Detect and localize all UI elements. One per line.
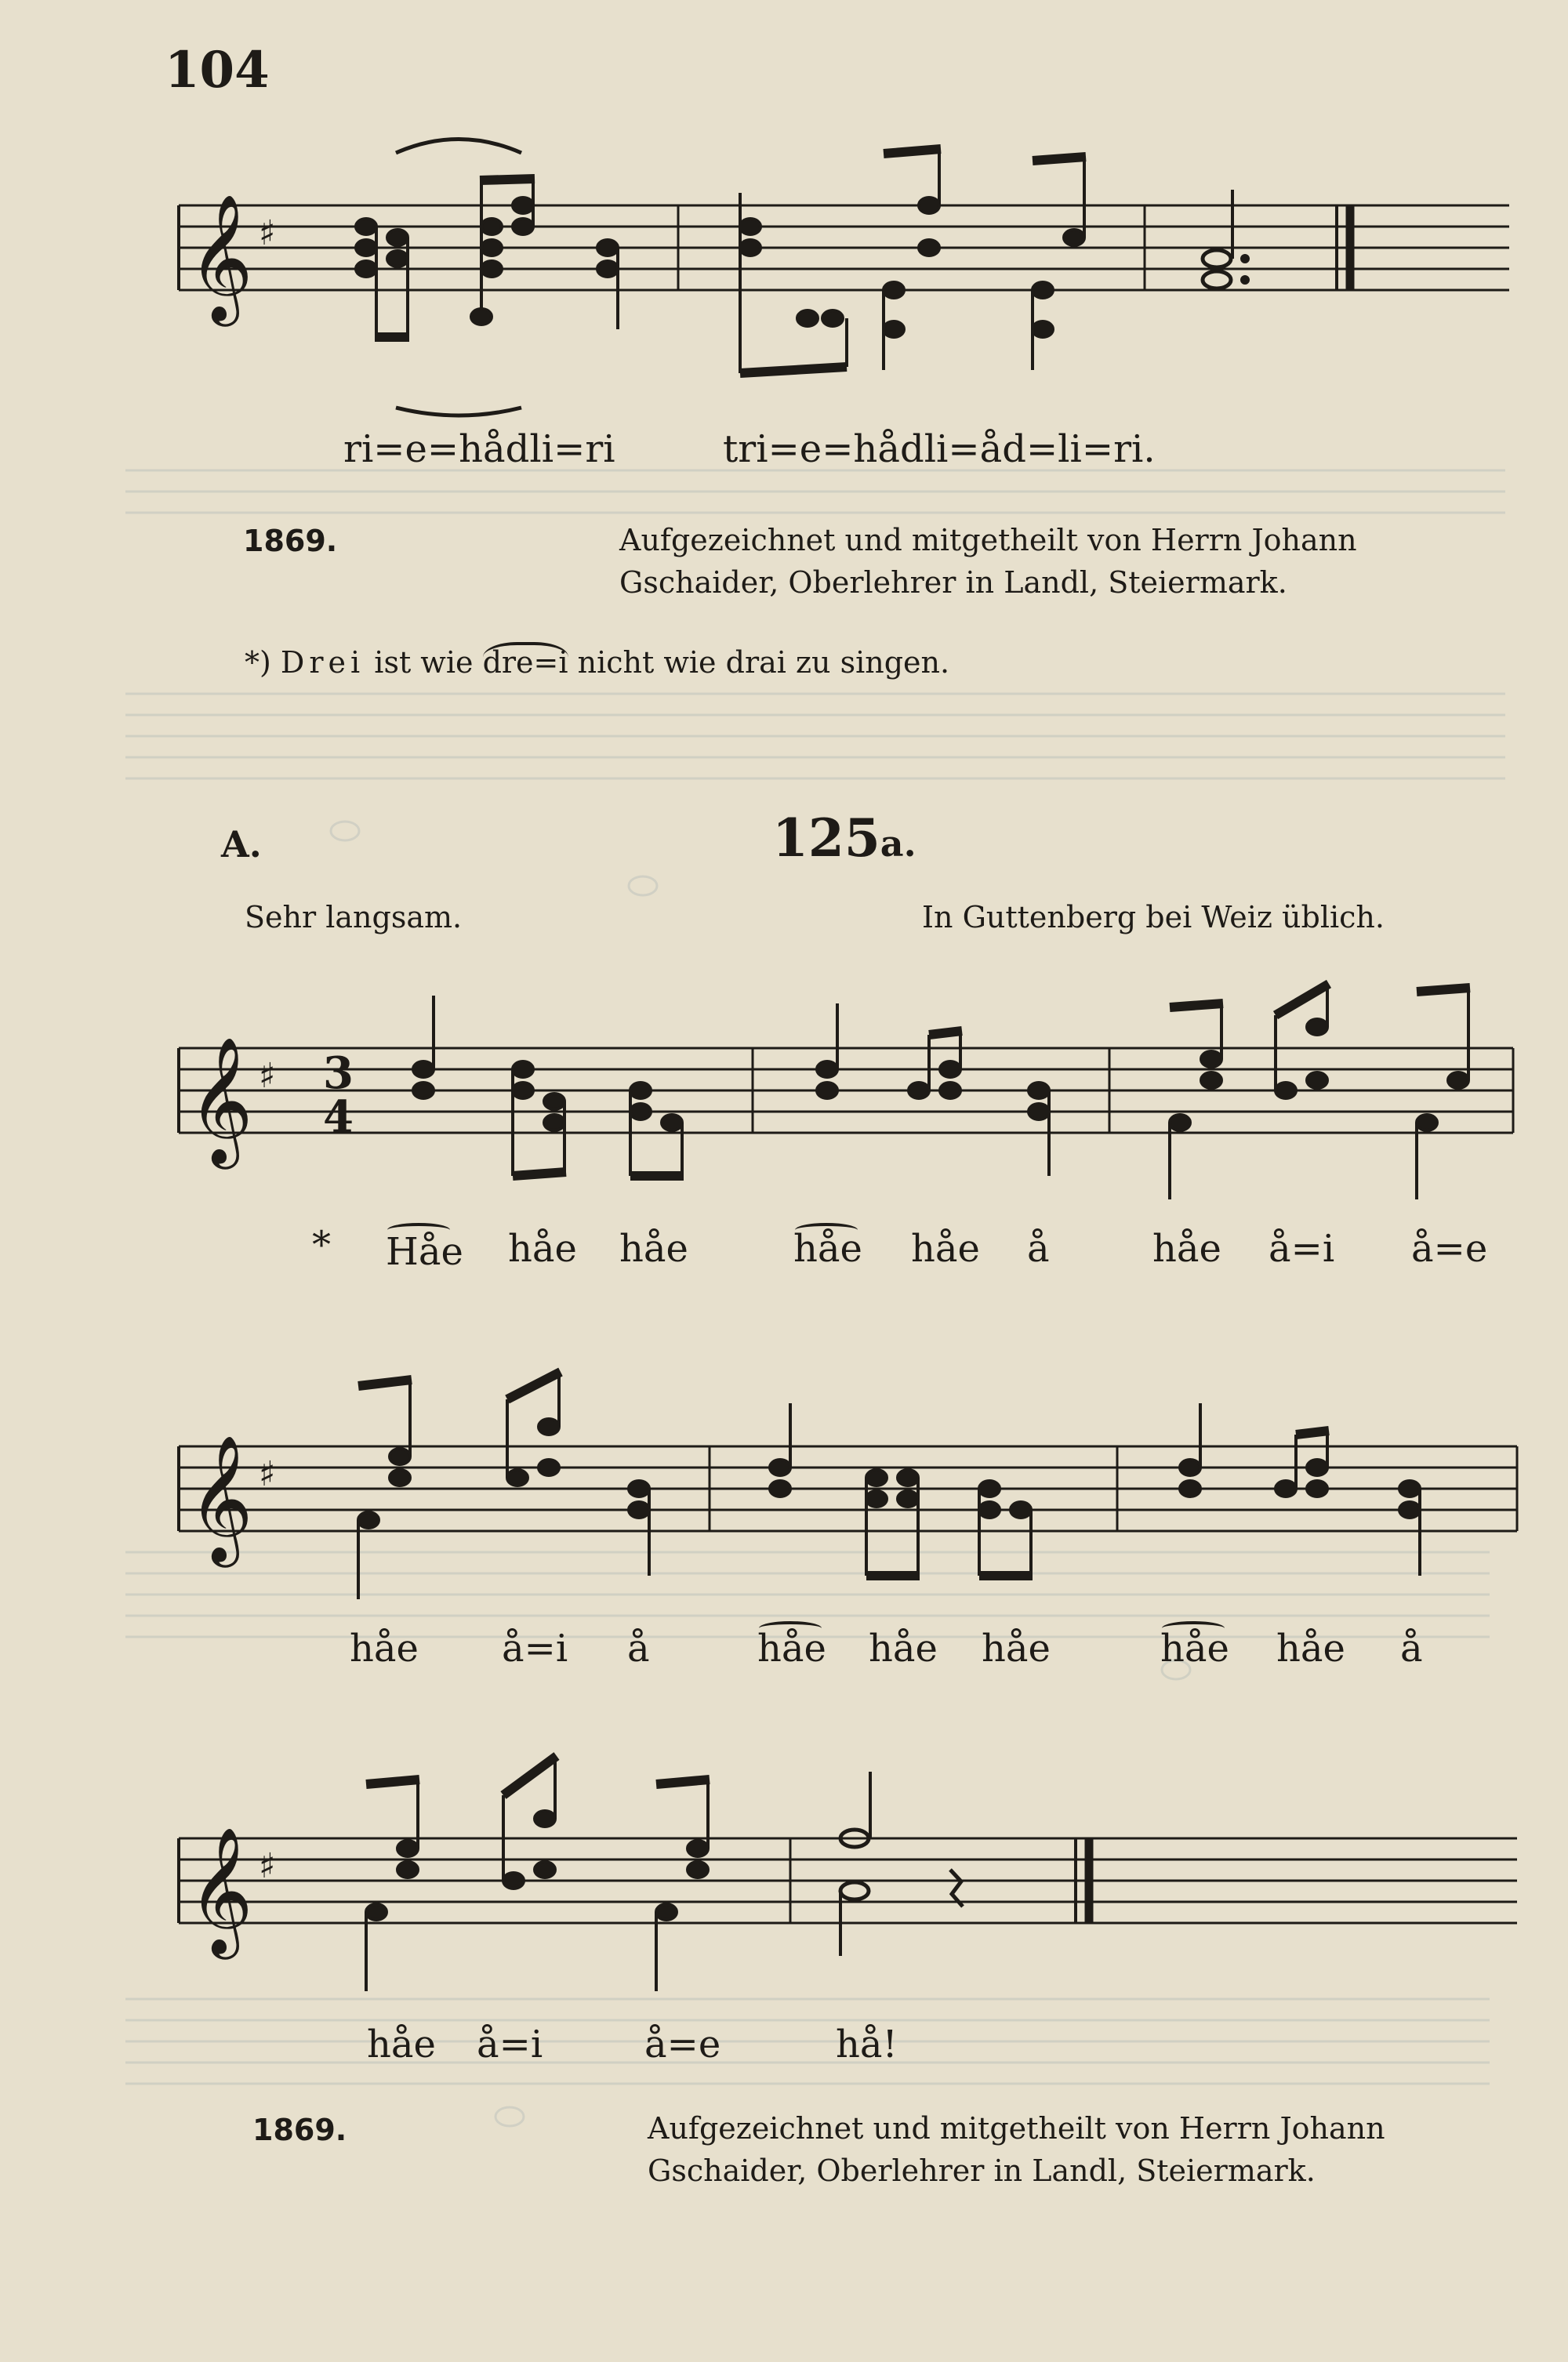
- lyric-s3-8: håe: [1276, 1627, 1345, 1671]
- slur-s3-b: [1162, 1621, 1225, 1635]
- time-signature-top: 3: [323, 1047, 354, 1099]
- staff-system-4: [0, 1740, 1568, 2023]
- svg-text:𝄞: 𝄞: [188, 1036, 253, 1164]
- svg-text:𝄞: 𝄞: [188, 1827, 253, 1954]
- svg-text:𝄞: 𝄞: [188, 1435, 253, 1562]
- lyric-s3-9: å: [1400, 1627, 1423, 1671]
- lyric-s2-8: å=i: [1269, 1227, 1335, 1271]
- lyric-s2-6: å: [1027, 1227, 1050, 1271]
- time-signature: [323, 1047, 354, 1143]
- lyric-s4-2: å=i: [477, 2023, 543, 2066]
- attribution-note-2-line-2: Gschaider, Oberlehrer in Landl, Steiermark.: [648, 2153, 1316, 2188]
- tempo-marking: Sehr langsam.: [245, 900, 463, 934]
- lyric-s2-3: håe: [619, 1227, 688, 1271]
- lyric-s2-1: Håe: [386, 1230, 463, 1274]
- lyric-s3-2: å=i: [502, 1627, 568, 1671]
- lyric-s2-4: håe: [793, 1227, 862, 1271]
- page-number: 104: [165, 41, 270, 100]
- lyric-system-1-b: tri=e=hådli=åd=li=ri.: [723, 427, 1156, 471]
- lyric-s2-2: håe: [508, 1227, 577, 1271]
- year-note-1: 1869.: [243, 524, 338, 558]
- lyric-system-1-a: ri=e=hådli=ri: [343, 427, 615, 471]
- song-number-main: 125: [772, 807, 880, 869]
- lyric-s2-9: å=e: [1411, 1227, 1488, 1271]
- attribution-note-1-line-2: Gschaider, Oberlehrer in Landl, Steiermark.: [619, 565, 1287, 600]
- slur-s3-a: [759, 1621, 822, 1635]
- lyric-s4-4: hå!: [836, 2023, 898, 2066]
- treble-clef-1: [188, 194, 253, 327]
- lyric-s3-6: håe: [982, 1627, 1051, 1671]
- footnote-dre-i: dre=i: [483, 642, 568, 680]
- footnote-text-1: ist wie: [374, 645, 474, 680]
- footnote: [245, 641, 949, 684]
- lyric-star: *: [312, 1223, 331, 1267]
- footnote-mark: *): [245, 645, 271, 680]
- lyric-s3-3: å: [627, 1627, 650, 1671]
- lyric-s3-5: håe: [869, 1627, 938, 1671]
- time-signature-bottom: 4: [323, 1091, 354, 1143]
- song-number-suffix: a.: [880, 822, 916, 865]
- section-label: A.: [221, 823, 262, 865]
- lyric-s3-4: håe: [757, 1627, 826, 1671]
- slur-s2-b: [795, 1223, 858, 1237]
- lyric-s3-1: håe: [350, 1627, 419, 1671]
- attribution-note-2-line-1: Aufgezeichnet und mitgetheilt von Herrn Johann: [648, 2111, 1385, 2146]
- footnote-drei: Drei: [280, 645, 365, 680]
- staff-system-3: [0, 1348, 1568, 1631]
- song-number: [772, 807, 916, 869]
- lyric-s4-1: håe: [367, 2023, 436, 2066]
- year-note-2: 1869.: [252, 2113, 347, 2147]
- footnote-text-2: nicht wie drai zu singen.: [577, 645, 950, 680]
- lyric-s4-3: å=e: [644, 2023, 721, 2066]
- slur-s2-a: [387, 1223, 450, 1237]
- svg-text:♯: ♯: [259, 1846, 276, 1886]
- lyric-s2-5: håe: [911, 1227, 980, 1271]
- attribution-note-1-line-1: Aufgezeichnet und mitgetheilt von Herrn Johann: [619, 523, 1357, 557]
- svg-text:𝄞: 𝄞: [188, 194, 253, 321]
- svg-text:♯: ♯: [259, 213, 276, 253]
- svg-text:♯: ♯: [259, 1056, 276, 1096]
- staff-system-1: [0, 0, 1568, 470]
- lyric-s3-7: håe: [1160, 1627, 1229, 1671]
- staff-system-2: [0, 941, 1568, 1239]
- svg-text:♯: ♯: [259, 1454, 276, 1494]
- origin-note: In Guttenberg bei Weiz üblich.: [922, 900, 1385, 934]
- lyric-s2-7: håe: [1152, 1227, 1221, 1271]
